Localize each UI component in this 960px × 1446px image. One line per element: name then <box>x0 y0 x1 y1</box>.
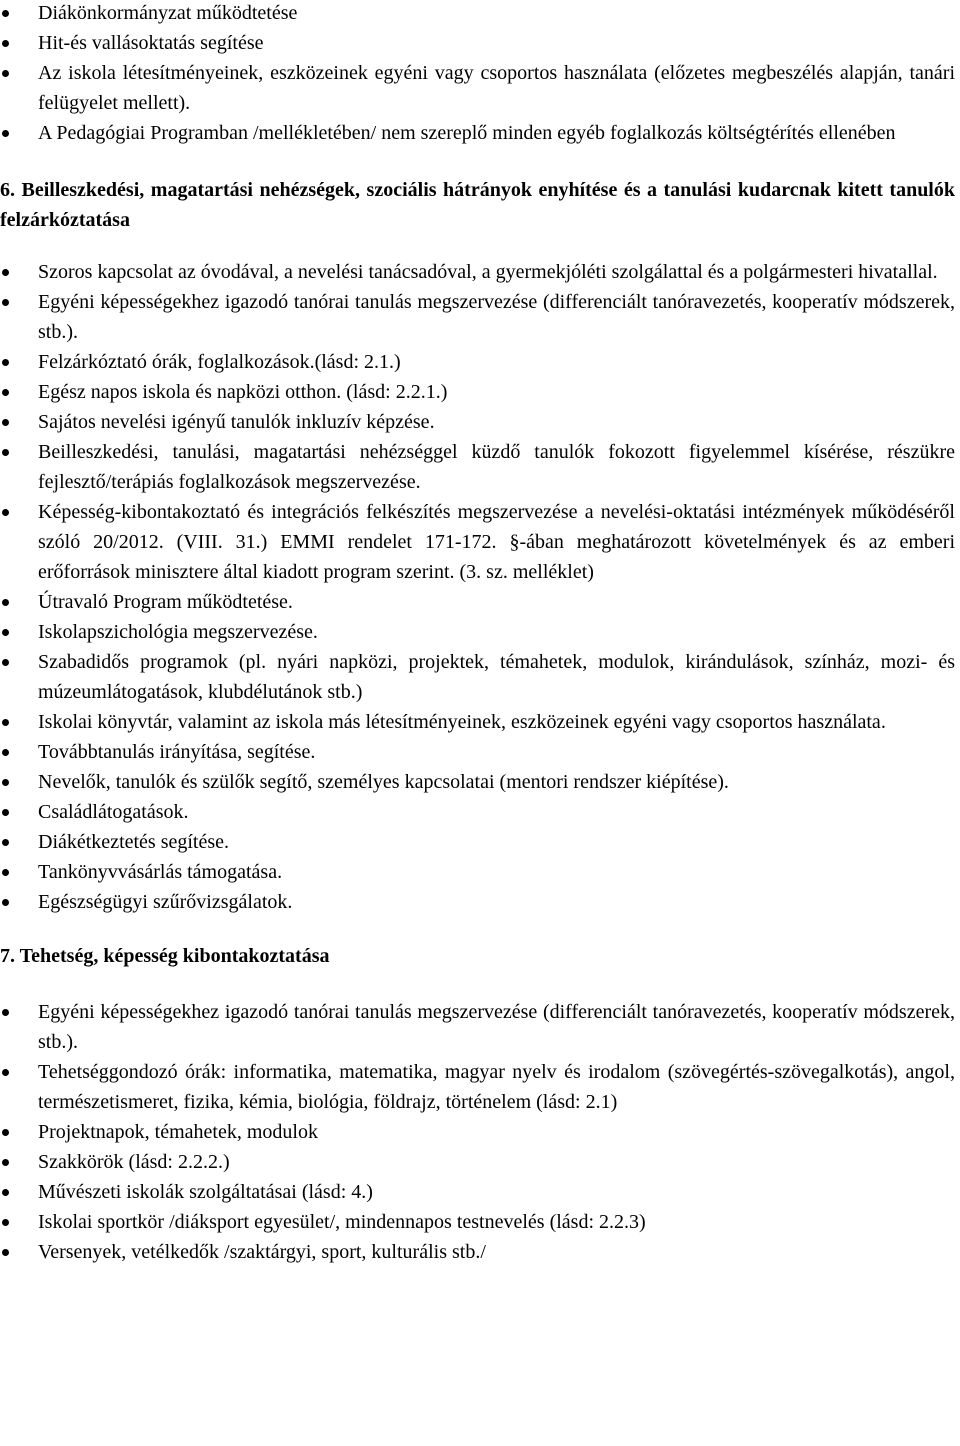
list-item: Egész napos iskola és napközi otthon. (lásd: 2.2.1.) <box>0 377 955 407</box>
list-item: Iskolai sportkör /diáksport egyesület/, mindennapos testnevelés (lásd: 2.2.3) <box>0 1207 955 1237</box>
list-item: Iskolapszichológia megszervezése. <box>0 617 955 647</box>
bullet-list-talent <box>0 997 955 1267</box>
bullet-list-integration <box>0 257 955 917</box>
list-item: Nevelők, tanulók és szülők segítő, személyes kapcsolatai (mentori rendszer kiépítése). <box>0 767 955 797</box>
list-item: Egyéni képességekhez igazodó tanórai tanulás megszervezése (differenciált tanóravezetés, kooperatív módszerek, stb.). <box>0 287 955 347</box>
list-item: Egyéni képességekhez igazodó tanórai tanulás megszervezése (differenciált tanóravezetés, kooperatív módszerek, stb.). <box>0 997 955 1057</box>
bullet-list-activities <box>0 0 955 148</box>
section-heading-6: 6. Beilleszkedési, magatartási nehézségek, szociális hátrányok enyhítése és a tanulási kudarcnak kitett tanulók felzárkóztatása <box>0 179 955 231</box>
list-item: Családlátogatások. <box>0 797 955 827</box>
list-item: Szakkörök (lásd: 2.2.2.) <box>0 1147 955 1177</box>
list-item: Tehetséggondozó órák: informatika, matematika, magyar nyelv és irodalom (szövegértés-szövegalkotás), angol, természetismeret, fizika, kémia, biológia, földrajz, történelem (lásd: 2.1) <box>0 1057 955 1117</box>
list-item: Sajátos nevelési igényű tanulók inkluzív képzése. <box>0 407 955 437</box>
list-item: Projektnapok, témahetek, modulok <box>0 1117 955 1147</box>
list-item: Tankönyvvásárlás támogatása. <box>0 857 955 887</box>
list-item: Továbbtanulás irányítása, segítése. <box>0 737 955 767</box>
list-item: Egészségügyi szűrővizsgálatok. <box>0 887 955 917</box>
list-item: Képesség-kibontakoztató és integrációs felkészítés megszervezése a nevelési-oktatási intézmények működéséről szóló 20/2012. (VIII. 31.) EMMI rendelet 171-172. §-ában meghatározott követelmények és az emberi erőforrások minisztere által kiadott program szerint. (3. sz. melléklet) <box>0 497 955 587</box>
list-item: Versenyek, vetélkedők /szaktárgyi, sport, kulturális stb./ <box>0 1237 955 1267</box>
list-item: Művészeti iskolák szolgáltatásai (lásd: 4.) <box>0 1177 955 1207</box>
list-item: Szabadidős programok (pl. nyári napközi, projektek, témahetek, modulok, kirándulások, színház, mozi- és múzeumlátogatások, klubdélutánok stb.) <box>0 647 955 707</box>
list-item: Az iskola létesítményeinek, eszközeinek egyéni vagy csoportos használata (előzetes megbeszélés alapján, tanári felügyelet mellett). <box>0 58 955 118</box>
list-item: Hit-és vallásoktatás segítése <box>0 28 955 58</box>
list-item: Iskolai könyvtár, valamint az iskola más létesítményeinek, eszközeinek egyéni vagy csoportos használata. <box>0 707 955 737</box>
list-item: Szoros kapcsolat az óvodával, a nevelési tanácsadóval, a gyermekjóléti szolgálattal és a polgármesteri hivatallal. <box>0 257 955 287</box>
list-item: Beilleszkedési, tanulási, magatartási nehézséggel küzdő tanulók fokozott figyelemmel kísérése, részükre fejlesztő/terápiás foglalkozások megszervezése. <box>0 437 955 497</box>
list-item: Útravaló Program működtetése. <box>0 587 955 617</box>
section-heading-7: 7. Tehetség, képesség kibontakoztatása <box>0 945 330 967</box>
list-item: Felzárkóztató órák, foglalkozások.(lásd: 2.1.) <box>0 347 955 377</box>
list-item: Diákönkormányzat működtetése <box>0 0 955 28</box>
list-item: Diákétkeztetés segítése. <box>0 827 955 857</box>
list-item: A Pedagógiai Programban /mellékletében/ nem szereplő minden egyéb foglalkozás költségtérítés ellenében <box>0 118 955 148</box>
